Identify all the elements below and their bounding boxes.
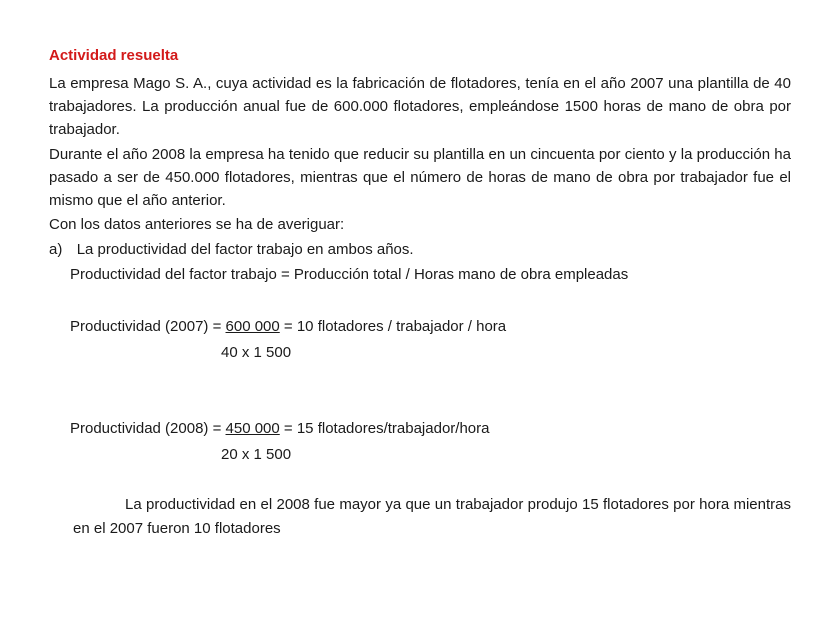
calculation-2008-result: = 15 flotadores/trabajador/hora <box>279 420 490 437</box>
paragraph-company-2007: La empresa Mago S. A., cuya actividad es la fabricación de flotadores, tenía en el año 2007 una plantilla de 40 trabajadores. La producción anual fue de 600.000 flotadores, empleándose 1500 horas de mano de obra por trabajador. <box>49 75 791 138</box>
calculation-2007 <box>70 315 506 338</box>
list-item-a <box>49 238 414 261</box>
calculation-2007-numerator: 600 000 <box>225 318 280 335</box>
list-item-a-text: La productividad del factor trabajo en ambos años. <box>76 241 414 258</box>
calculation-2008-numerator: 450 000 <box>225 420 280 437</box>
calculation-2008-label: Productividad (2008) = <box>70 420 226 437</box>
activity-heading: Actividad resuelta <box>49 47 179 64</box>
calculation-2007-result: = 10 flotadores / trabajador / hora <box>279 318 507 335</box>
list-marker: a) <box>49 241 63 258</box>
paragraph-question-intro: Con los datos anteriores se ha de averiguar: <box>49 216 345 233</box>
paragraph-company-2008: Durante el año 2008 la empresa ha tenido que reducir su plantilla en un cincuenta por ciento y la producción ha pasado a ser de 450.000 flotadores, mientras que el número de horas de mano de obra por trabajador fue el mismo que el año anterior. <box>49 146 791 209</box>
calculation-2007-denominator: 40 x 1 500 <box>221 344 292 361</box>
calculation-2008 <box>70 417 489 440</box>
calculation-2008-denominator: 20 x 1 500 <box>221 446 292 463</box>
calculation-2007-label: Productividad (2007) = <box>70 318 226 335</box>
conclusion-paragraph: La productividad en el 2008 fue mayor ya que un trabajador produjo 15 flotadores por hora mientras en el 2007 fueron 10 flotadores <box>73 496 791 537</box>
formula-definition: Productividad del factor trabajo = Producción total / Horas mano de obra empleadas <box>70 266 629 283</box>
